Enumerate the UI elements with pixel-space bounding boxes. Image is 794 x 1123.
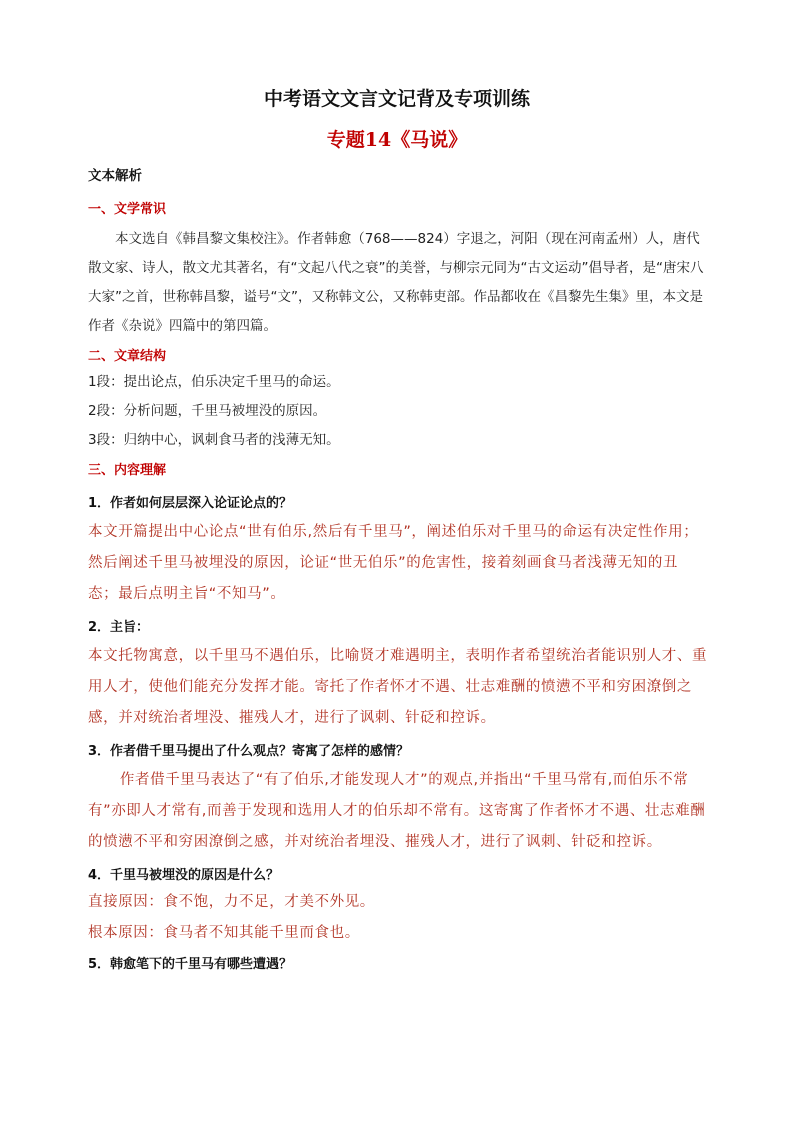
section-1-text: 本文选自《韩昌黎文集校注》。作者韩愈（768——824）字退之，河阳（现在河南孟州）人，唐代散文家、诗人，散文尤其著名，有“文起八代之衰”的美誉，与柳宗元同为“古文运动”倡导者，是“唐宋八大家”之首，世称韩昌黎，谥号“文”，又称韩文公，又称韩吏部。作品都收在《昌黎先生集》里，本文是作者《杂说》四篇中的第四篇。	[88, 231, 704, 334]
answer-2: 本文托物寓意，以千里马不遇伯乐，比喻贤才难遇明主，表明作者希望统治者能识别人才、重用人才，使他们能充分发挥才能。寄托了作者怀才不遇、壮志难酬的愤懑不平和穷困潦倒之感，并对统治者埋没、摧残人才，进行了讽刺、针砭和控诉。	[88, 648, 708, 726]
section-1-heading: 一、文学常识	[88, 202, 167, 217]
structure-item: 2段：分析问题，千里马被埋没的原因。	[88, 403, 327, 419]
document-title: 中考语文文言文记背及专项训练	[263, 88, 530, 110]
question-2: 2．主旨：	[88, 620, 150, 635]
structure-item: 3段：归纳中心，讽刺食马者的浅薄无知。	[88, 432, 340, 448]
section-2-heading: 二、文章结构	[88, 349, 167, 364]
analysis-heading: 文本解析	[88, 168, 142, 184]
question-1: 1．作者如何层层深入论证论点的？	[88, 496, 293, 511]
answer-4-root: 根本原因：食马者不知其能千里而食也。	[88, 925, 360, 941]
structure-item: 1段：提出论点，伯乐决定千里马的命运。	[88, 374, 340, 390]
section-3-heading: 三、内容理解	[88, 463, 167, 478]
document-content	[88, 160, 708, 972]
answer-4-direct: 直接原因：食不饱，力不足，才美不外见。	[88, 894, 375, 910]
question-5: 5．韩愈笔下的千里马有哪些遭遇？	[88, 957, 293, 972]
question-3: 3．作者借千里马提出了什么观点？寄寓了怎样的感情？	[88, 744, 410, 759]
answer-3: 作者借千里马表达了“有了伯乐,才能发现人才”的观点,并指出“千里马常有,而伯乐不常有”亦即人才常有,而善于发现和选用人才的伯乐却不常有。这寄寓了作者怀才不遇、壮志难酬的愤懑不平和穷困潦倒之感，并对统治者埋没、摧残人才，进行了讽刺、针砭和控诉。	[88, 772, 706, 850]
document-subtitle: 专题14《马说》	[326, 129, 468, 151]
question-4: 4．千里马被埋没的原因是什么？	[88, 868, 280, 883]
answer-1: 本文开篇提出中心论点“世有伯乐,然后有千里马”，阐述伯乐对千里马的命运有决定性作用；然后阐述千里马被埋没的原因，论证“世无伯乐”的危害性，接着刻画食马者浅薄无知的丑态；最后点明主旨“不知马”。	[88, 524, 699, 602]
